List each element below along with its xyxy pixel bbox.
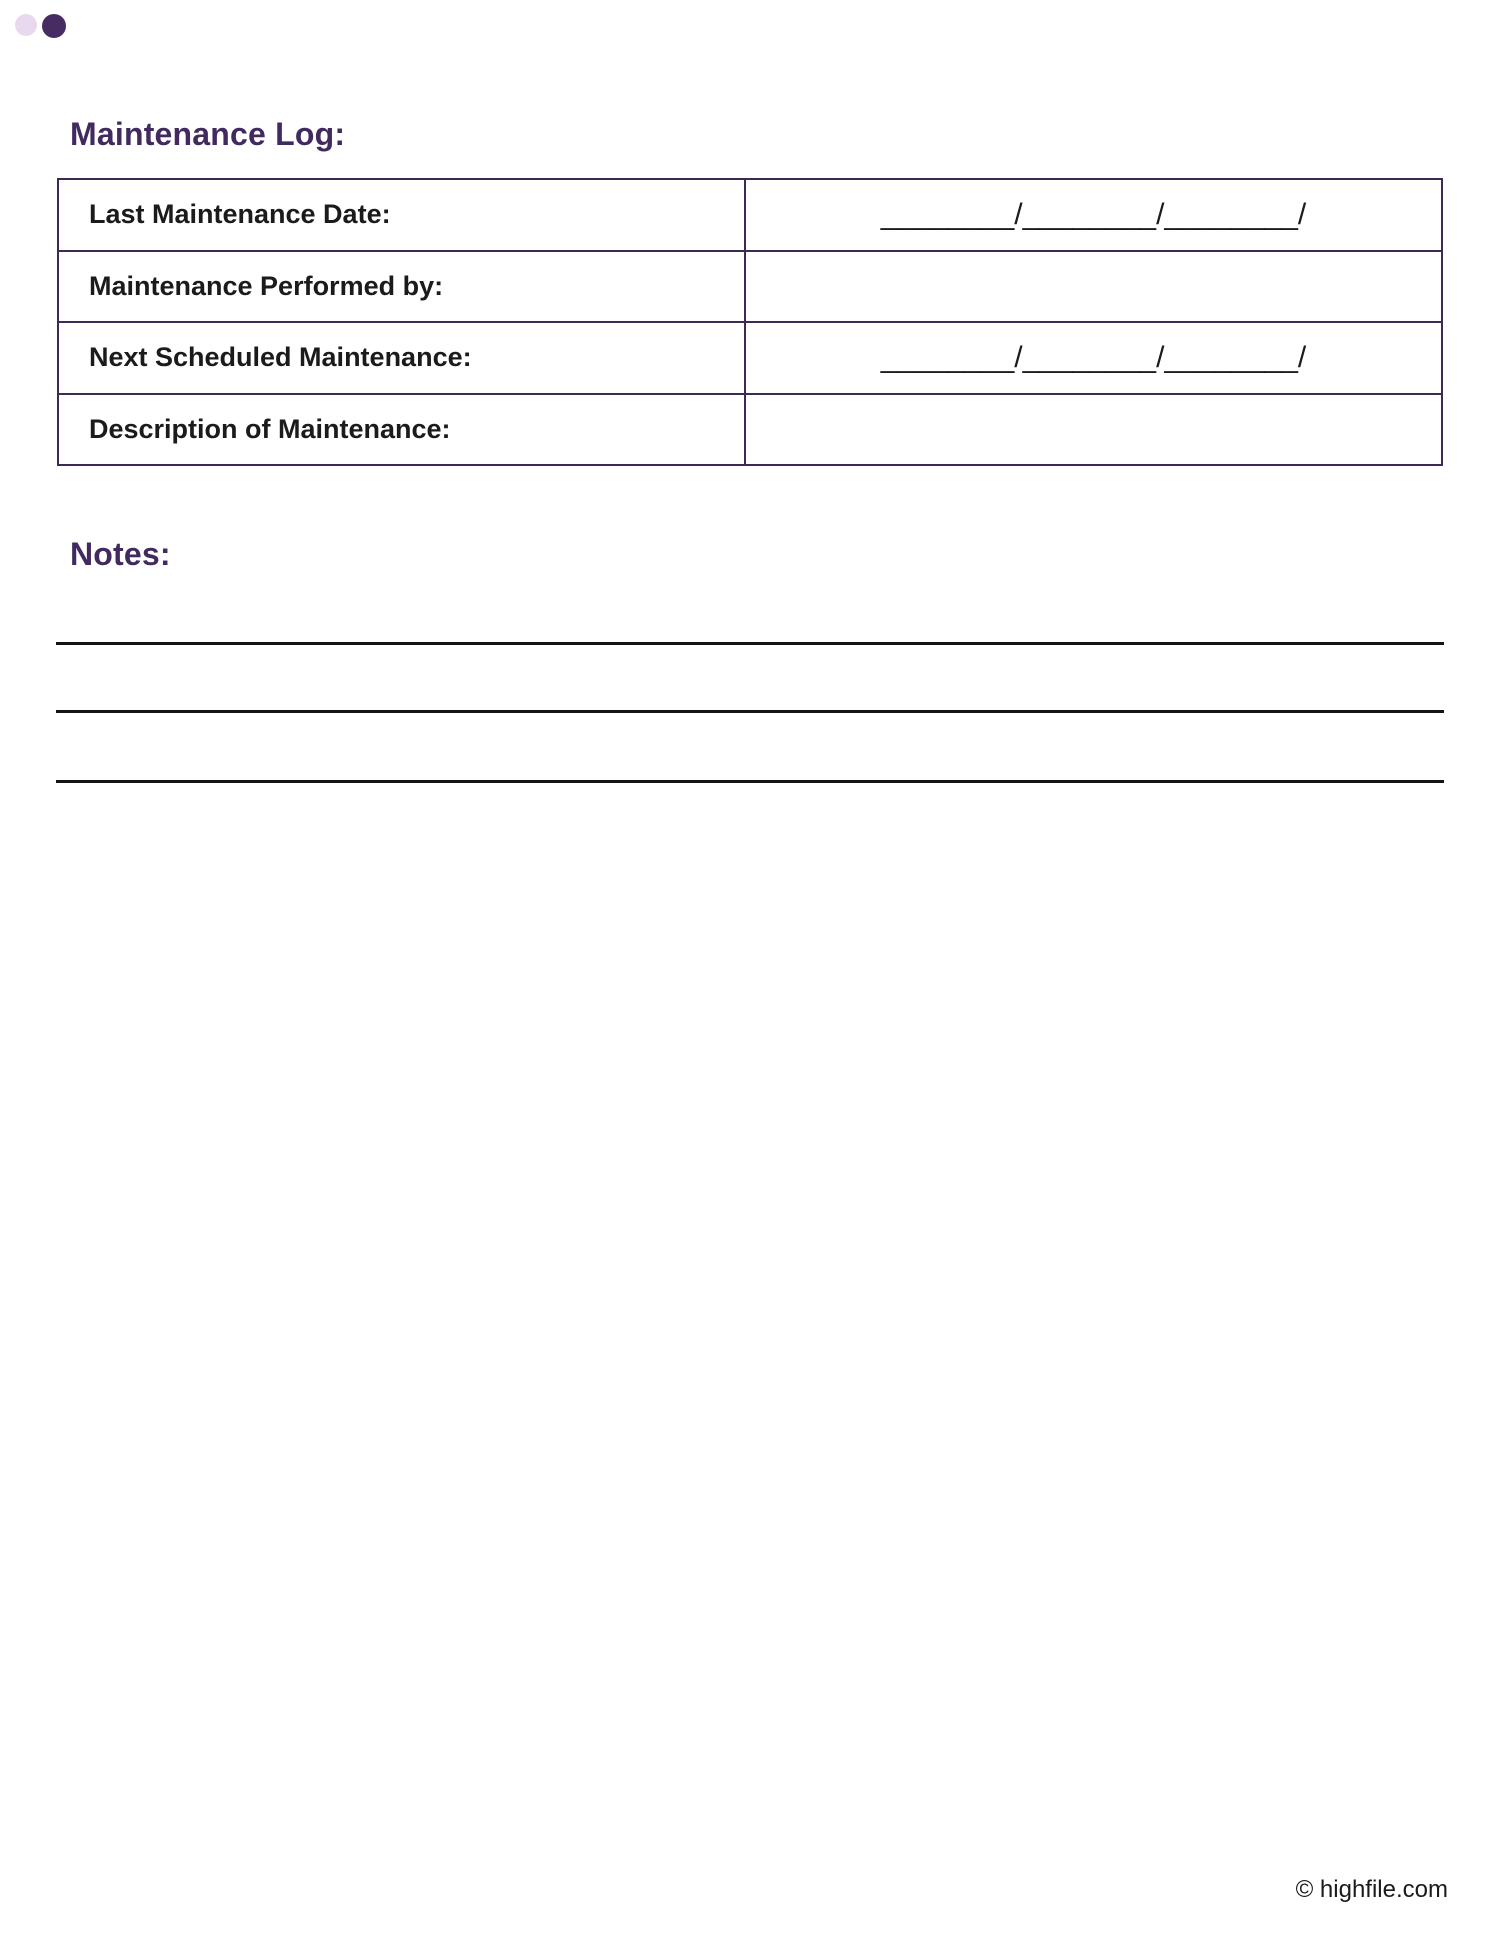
light-purple-dot-icon: [15, 14, 37, 36]
footer-copyright: © highfile.com: [1295, 1876, 1448, 1903]
table-row: [59, 180, 1441, 250]
row-label: Next Scheduled Maintenance:: [89, 342, 472, 373]
table-row: [59, 321, 1441, 393]
row-value-cell: [746, 252, 1441, 322]
row-value-cell: [746, 395, 1441, 465]
maintenance-log-title: Maintenance Log:: [70, 116, 346, 152]
table-row: [59, 393, 1441, 465]
row-label: Last Maintenance Date:: [89, 199, 391, 230]
maintenance-log-table: [57, 178, 1443, 466]
row-value-cell: [746, 323, 1441, 393]
row-label-cell: [59, 180, 746, 250]
row-label-cell: [59, 323, 746, 393]
dark-purple-dot-icon: [42, 14, 66, 38]
notes-line: [56, 780, 1444, 783]
row-label: Maintenance Performed by:: [89, 270, 444, 301]
notes-title: Notes:: [70, 536, 171, 572]
date-placeholder: ________/________/________/: [880, 197, 1307, 231]
date-placeholder: ________/________/________/: [880, 340, 1307, 374]
row-label: Description of Maintenance:: [89, 413, 451, 444]
row-label-cell: [59, 395, 746, 465]
table-row: [59, 250, 1441, 322]
notes-line: [56, 710, 1444, 713]
row-value-cell: [746, 180, 1441, 250]
notes-line: [56, 642, 1444, 645]
row-label-cell: [59, 252, 746, 322]
